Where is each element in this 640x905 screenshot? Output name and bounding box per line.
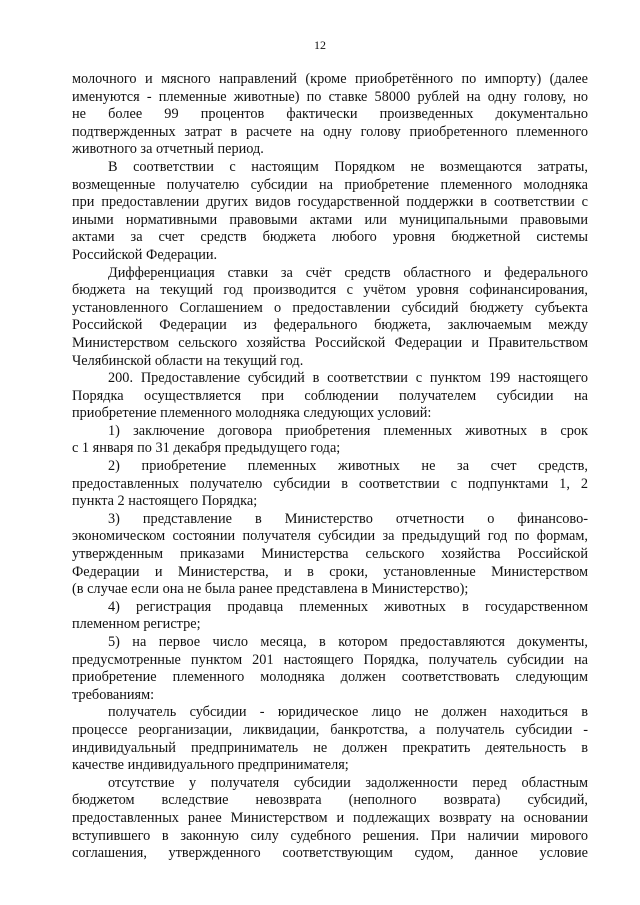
text-line: 1) заключение договора приобретения племенных животных в срок: [108, 422, 588, 439]
text-line: Федерации и Министерства, и в сроки, установленные Министерством: [72, 563, 588, 580]
text-line: предоставленных ранее Министерством и подлежащих возврату на основании: [72, 809, 588, 826]
text-line: пункта 2 настоящего Порядка;: [72, 493, 258, 510]
text-line: приобретение племенного молодняка следующих условий:: [72, 405, 432, 422]
text-line: Министерством сельского хозяйства Российской Федерации и Правительством: [72, 334, 588, 351]
text-line: 2) приобретение племенных животных не за счет средств,: [108, 458, 588, 475]
text-line: требованиям:: [72, 686, 155, 703]
text-line: не более 99 процентов фактически произведенных документально: [72, 106, 588, 123]
text-line: Российской Федерации.: [72, 246, 218, 263]
text-line: молочного и мясного направлений (кроме приобретённого по импорту) (далее: [72, 71, 588, 87]
paragraph: [72, 634, 588, 704]
text-line: возмещенные получателю субсидии на приобретение племенного молодняка: [72, 176, 588, 193]
text-line: процессе реорганизации, ликвидации, банкротства, а получатель субсидии -: [72, 721, 588, 738]
paragraph: [72, 704, 588, 774]
text-line: получатель субсидии - юридическое лицо не должен находиться в: [108, 704, 588, 721]
text-line: с 1 января по 31 декабря предыдущего года;: [72, 440, 341, 457]
paragraph: [72, 159, 588, 265]
page-number: 12: [314, 38, 326, 52]
text-line: 3) представление в Министерство отчетности о финансово-: [108, 510, 588, 527]
text-line: бюджетом вследствие невозврата (неполного возврата) субсидий,: [72, 792, 588, 809]
text-line: при предоставлении других видов государственной поддержки в соответствии с: [72, 194, 588, 211]
paragraph: [72, 265, 588, 371]
text-line: племенном регистре;: [72, 616, 201, 633]
paragraph: [72, 511, 588, 599]
text-line: предусмотренные пунктом 201 настоящего Порядка, получатель субсидии на: [72, 651, 588, 668]
text-line: установленного Соглашением о предоставлении субсидий бюджету субъекта: [72, 299, 588, 316]
paragraph: [72, 599, 588, 634]
text-line: 4) регистрация продавца племенных животных в государственном: [108, 598, 588, 615]
text-line: вступившего в законную силу судебного решения. При наличии мирового: [72, 827, 588, 844]
text-line: соглашения, утвержденного соответствующим судом, данное условие: [72, 845, 588, 862]
text-line: именуются - племенные животные) по ставке 58000 рублей на одну голову, но: [72, 88, 588, 105]
text-line: актами за счет средств бюджета любого уровня бюджетной системы: [72, 229, 588, 246]
text-line: подтвержденных затрат в расчете на одну голову приобретенного племенного: [72, 123, 588, 140]
text-line: отсутствие у получателя субсидии задолженности перед областным: [108, 774, 588, 791]
text-line: Порядка осуществляется при соблюдении получателем субсидии на: [72, 387, 588, 404]
document-body: [72, 71, 588, 863]
text-line: качестве индивидуального предпринимателя;: [72, 757, 349, 774]
text-line: иными нормативными правовыми актами или муниципальными правовыми: [72, 211, 588, 228]
text-line: животного за отчетный период.: [72, 141, 264, 158]
text-line: приобретение племенного молодняка должен соответствовать следующим: [72, 669, 588, 686]
paragraph: [72, 458, 588, 511]
text-line: бюджета на текущий год производится с учётом уровня софинансирования,: [72, 282, 588, 299]
text-line: экономическом состоянии получателя субсидии за предыдущий год по формам,: [72, 528, 588, 545]
text-line: Российской Федерации из федерального бюджета, заключаемым между: [72, 317, 588, 334]
text-line: Челябинской области на текущий год.: [72, 352, 304, 369]
text-line: Дифференциация ставки за счёт средств областного и федерального: [108, 264, 588, 281]
paragraph: [72, 423, 588, 458]
paragraph: [72, 775, 588, 863]
text-line: утвержденным приказами Министерства сельского хозяйства Российской: [72, 546, 588, 563]
text-line: 200. Предоставление субсидий в соответствии с пунктом 199 настоящего: [108, 370, 588, 387]
text-line: (в случае если она не была ранее представлена в Министерство);: [72, 581, 469, 598]
text-line: предоставленных получателю субсидии в соответствии с подпунктами 1, 2: [72, 475, 588, 492]
paragraph: [72, 71, 588, 159]
text-line: 5) на первое число месяца, в котором предоставляются документы,: [108, 634, 588, 650]
paragraph: [72, 370, 588, 423]
text-line: В соответствии с настоящим Порядком не возмещаются затраты,: [108, 158, 588, 175]
text-line: индивидуальный предприниматель не должен прекратить деятельность в: [72, 739, 588, 756]
